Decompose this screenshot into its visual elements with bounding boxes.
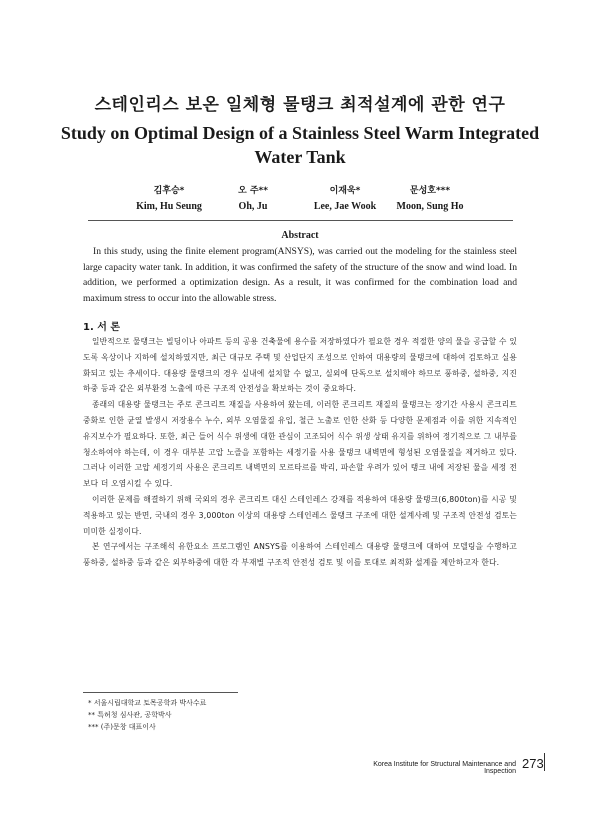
section-heading-introduction: 1. 서 론 — [83, 322, 121, 333]
footnote: * 서울시립대학교 토목공학과 박사수료 — [88, 699, 207, 707]
introduction-body — [83, 334, 517, 571]
footnote: *** (주)문창 대표이사 — [88, 723, 156, 731]
author-name-korean: 김후승* — [153, 186, 185, 196]
paper-title-korean: 스테인리스 보온 일체형 물탱크 최적설계에 관한 연구 — [94, 95, 506, 115]
author-name-korean: 이재욱* — [329, 186, 361, 196]
abstract-heading: Abstract — [281, 230, 319, 241]
paragraph: 일반적으로 물탱크는 빌딩이나 아파트 등의 공용 건축물에 용수를 저장하였다가 필요한 경우 적절한 양의 물을 공급할 수 있도록 옥상이나 지하에 설치하였지만, 최근 대규모 주택 및 산업단지 조성으로 인하여 대용량의 물탱크에 대하여 검토하고 실용화되고 있는 추세이다. 대용량 물탱크의 경우 실내에 설치할 수 없고, 실외에 단독으로 설치해야 하므로 풍하중, 설하중, 지진하중 등과 같은 외부환경 노출에 따른 구조적 안전성을 확보하는 것이 중요하다. — [83, 337, 517, 394]
author-name-english: Lee, Jae Wook — [313, 201, 377, 212]
page-number: 273 — [522, 756, 544, 771]
footnotes — [88, 697, 206, 733]
page-number-bar — [544, 753, 545, 771]
author-name-english: Kim, Hu Seung — [136, 201, 202, 212]
footnote: ** 특허청 심사관, 공학박사 — [88, 711, 172, 719]
paragraph: 이러한 문제를 해결하기 위해 국외의 경우 콘크리트 대신 스테인레스 강재를 적용하여 대용량 물탱크(6,800ton)를 시공 및 적용하고 있는 반면, 국내의 경우 3,000ton 이상의 대용량 스테인레스 물탱크 구조에 대한 설계사례 및 구조적 안전성 검토는 미미한 실정이다. — [83, 494, 517, 536]
footnote-divider — [83, 692, 238, 693]
author-name-korean: 오 주** — [238, 186, 268, 196]
abstract-divider — [88, 220, 513, 221]
paragraph: 종래의 대용량 물탱크는 주로 콘크리트 재질을 사용하여 왔는데, 이러한 콘크리트 재질의 물탱크는 장기간 사용시 콘크리트 중화로 인한 균열 발생시 저장용수 누수, 외부 오염물질 유입, 철근 노출로 인한 산화 등 다양한 문제점과 이를 위한 지속적인 유지보수가 필요하다. 또한, 최근 들어 식수 위생에 대한 관심이 고조되어 식수 위생 상태 유지를 위하여 정기적으로 그 내부를 청소하여야 하는데, 이 경우 대부분 고압 노즐을 포함하는 세정기를 사용 물탱크 내벽면에 형성된 오염물질을 제거하고 있다. 그러나 이러한 고압 세정기의 사용은 콘크리트 내벽면의 모르타르를 박리, 파손할 우려가 있어 탱크 내에 저장된 물을 세정 전보다 더 오염시킬 수 있다. — [83, 400, 517, 489]
author-name-english: Oh, Ju — [238, 201, 268, 212]
author-4 — [365, 184, 495, 214]
author-name-korean: 문성호*** — [409, 186, 451, 196]
paragraph: 본 연구에서는 구조해석 유한요소 프로그램인 ANSYS를 이용하여 스테인레스 대용량 물탱크에 대하여 모델링을 수행하고 풍하중, 설하중 등과 같은 외부하중에 대한 각 부재별 구조적 안전성 검토 및 이를 토대로 최적화 설계를 제안하고자 한다. — [83, 542, 517, 568]
abstract-body: In this study, using the finite element program(ANSYS), was carried out the modeling for the stainless steel large capacity water tank. In addition, it was confirmed the safety of the structure of the snow and wind load. In addition, we performed a optimization design. As a result, it was confirmed for the combination load and maximum stress to occur into the allowable stress. — [83, 246, 517, 304]
paper-title-english: Study on Optimal Design of a Stainless Steel Warm Integrated Water Tank — [60, 123, 540, 167]
author-list — [0, 184, 600, 214]
journal-footer: Korea Institute for Structural Maintenance and Inspection — [373, 761, 516, 775]
author-name-english: Moon, Sung Ho — [396, 201, 464, 212]
